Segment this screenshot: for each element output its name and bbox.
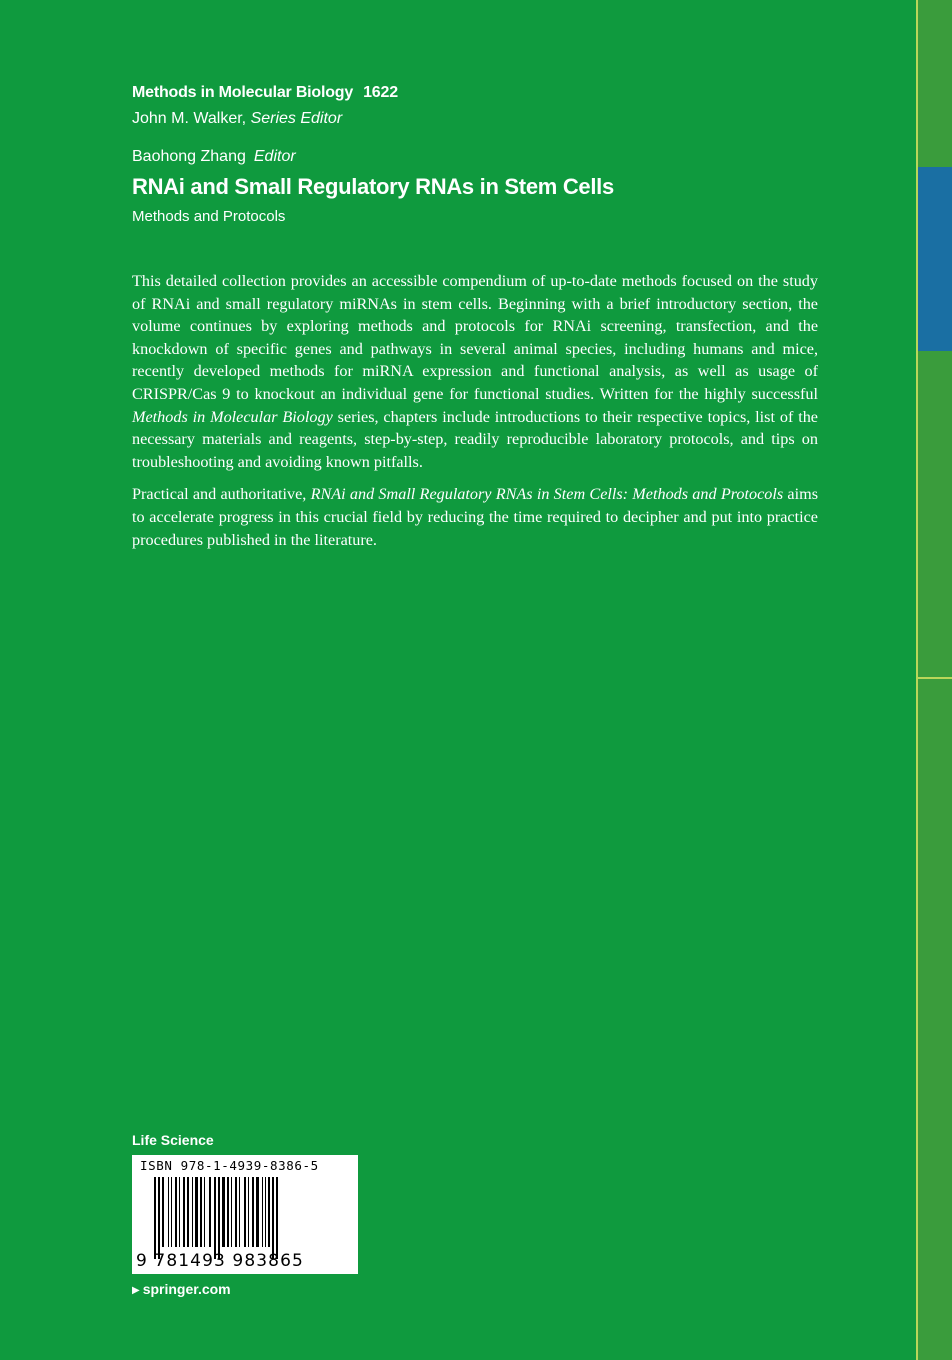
editor-name: Baohong Zhang [132,148,246,165]
blurb-p2-title-italic: RNAi and Small Regulatory RNAs in Stem Cells: Methods and Protocols [310,485,784,504]
spine-divider [918,677,952,679]
barcode-bar [195,1177,198,1247]
barcode-bar [265,1177,266,1247]
barcode-bar [231,1177,232,1247]
barcode-bar [171,1177,172,1247]
category-label: Life Science [132,1132,214,1148]
barcode-bar [239,1177,240,1247]
barcode-bar [222,1177,225,1247]
blurb-paragraph-1 [132,270,818,473]
barcode-bar [162,1177,164,1247]
blurb-p2-text-a: Practical and authoritative, [132,485,311,504]
book-subtitle: Methods and Protocols [132,208,286,225]
barcode-bar [268,1177,270,1247]
barcode-bar [168,1177,169,1247]
barcode-bar [218,1177,220,1259]
book-title: RNAi and Small Regulatory RNAs in Stem Cells [132,174,614,199]
series-name: Methods in Molecular Biology [132,84,354,101]
arrow-right-icon: ▶ [132,1285,140,1296]
blurb-paragraph-2 [132,483,818,551]
barcode-bar [179,1177,180,1247]
barcode-bar [154,1177,156,1259]
series-editor-name: John M. Walker, [132,110,247,127]
barcode-bar [227,1177,229,1247]
barcode-bar [262,1177,263,1247]
barcode-bar [214,1177,216,1259]
barcode-bar [276,1177,278,1259]
blurb [132,270,818,561]
barcode-bar [244,1177,246,1247]
barcode-bar [235,1177,237,1247]
barcode-bar [272,1177,274,1259]
series-line [132,84,398,102]
isbn-text: ISBN 978-1-4939-8386-5 [140,1158,319,1173]
barcode-bar [183,1177,185,1247]
barcode-bar [252,1177,254,1247]
blurb-p1-text-b: series, chapters include introductions to their respective topics, list of the necessary materials and reagents, step-by-step, readily reproducible laboratory protocols, and tips on troubleshooting and avoiding known pitfalls. [132,407,818,471]
barcode-bar [187,1177,189,1247]
barcode-bar [248,1177,249,1247]
barcode-bar [200,1177,202,1247]
series-editor-role: Series Editor [250,110,343,127]
blurb-p1-series-italic: Methods in Molecular Biology [132,407,333,426]
blurb-p2-text-b: aims to accelerate progress in this crucial field by reducing the time required to decipher and put into practice procedures published in the literature. [132,485,818,549]
editor-role: Editor [253,148,296,165]
barcode-bar [175,1177,177,1247]
series-editor-line [132,110,342,128]
ean-digits: 9 781493 983865 [136,1251,304,1271]
website-link[interactable] [132,1281,231,1297]
barcode [132,1155,358,1274]
spine-blue-band [918,167,952,351]
blurb-p1-text-a: This detailed collection provides an accessible compendium of up-to-date methods focused on the study of RNAi and small regulatory miRNAs in stem cells. Beginning with a brief introductory section, the volume continues by exploring methods and protocols for RNAi screening, transfection, and the knockdown of specific genes and pathways in several animal species, including humans and mice, recently developed methods for miRNA expression and functional analysis, as well as usage of CRISPR/Cas 9 to knockout an individual gene for functional studies. Written for the highly successful [132,272,818,403]
editor-line [132,148,296,166]
barcode-bar [256,1177,259,1247]
barcode-bar [209,1177,211,1247]
barcode-bar [204,1177,205,1247]
series-number: 1622 [363,84,398,101]
barcode-bar [158,1177,160,1259]
website-text: springer.com [142,1281,231,1297]
barcode-bar [192,1177,193,1247]
